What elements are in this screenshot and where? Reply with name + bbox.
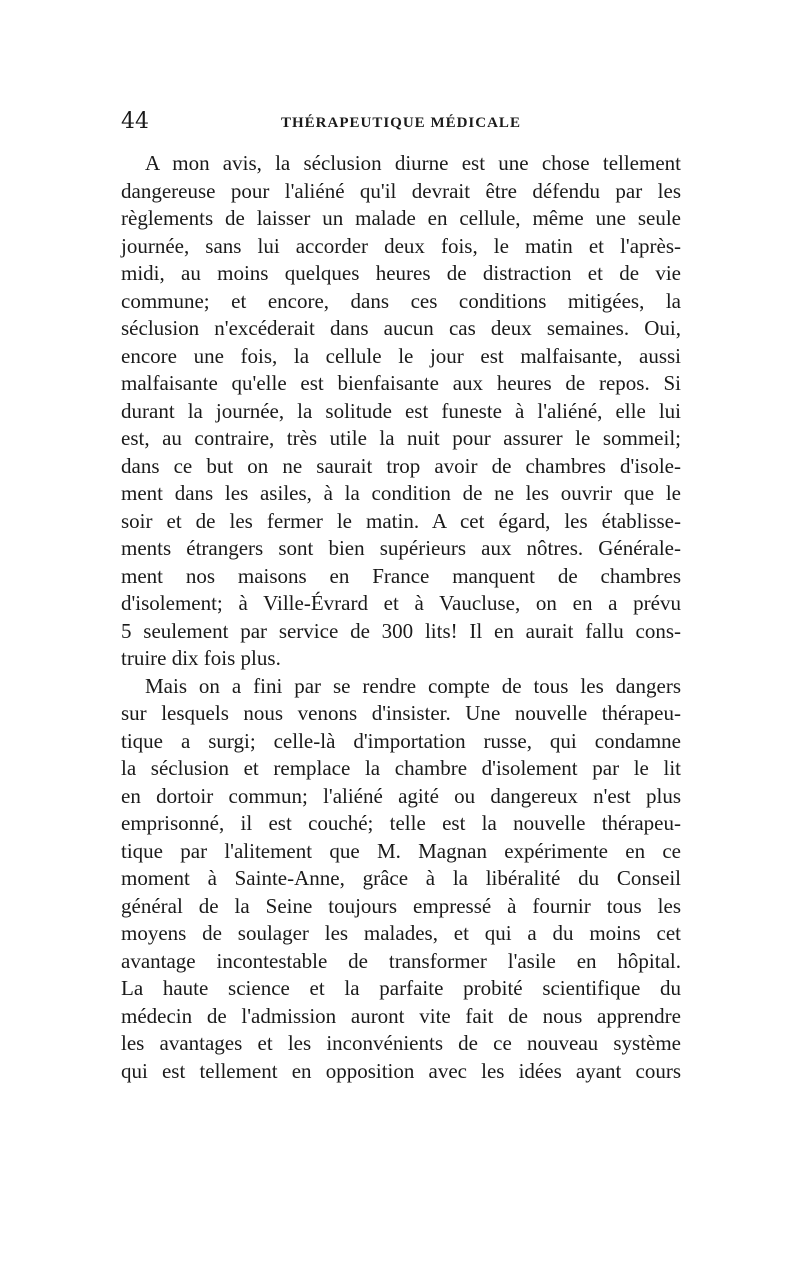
text-line: dangereuse pour l'aliéné qu'il devrait être défendu par les — [121, 178, 681, 203]
text-line: sur lesquels nous venons d'insister. Une nouvelle thérapeu- — [121, 701, 681, 725]
text-line: commune; et encore, dans ces conditions mitigées, la — [121, 288, 681, 313]
text-line: malfaisante qu'elle est bienfaisante aux heures de repos. Si — [121, 371, 681, 395]
text-line: truire dix fois plus. — [121, 646, 281, 670]
page-number: 44 — [121, 109, 149, 134]
paragraph — [121, 673, 681, 1086]
page-header — [121, 107, 681, 147]
running-head: THÉRAPEUTIQUE MÉDICALE — [281, 115, 521, 131]
text-line: qui est tellement en opposition avec les idées ayant cours — [121, 1058, 681, 1083]
text-line: journée, sans lui accorder deux fois, le matin et l'après- — [121, 233, 681, 258]
text-line: A mon avis, la séclusion diurne est une chose tellement — [145, 151, 681, 175]
text-line: ments étrangers sont bien supérieurs aux nôtres. Générale- — [121, 536, 681, 560]
text-line: La haute science et la parfaite probité scientifique du — [121, 976, 681, 1000]
text-line: soir et de les fermer le matin. A cet égard, les établisse- — [121, 508, 681, 533]
text-line: tique par l'alitement que M. Magnan expérimente en ce — [121, 838, 681, 863]
text-line: général de la Seine toujours empressé à fournir tous les — [121, 893, 681, 918]
text-line: moment à Sainte-Anne, grâce à la libéralité du Conseil — [121, 866, 681, 890]
paragraph — [121, 150, 681, 673]
text-line: séclusion n'excéderait dans aucun cas deux semaines. Oui, — [121, 316, 681, 340]
text-line: durant la journée, la solitude est funeste à l'aliéné, elle lui — [121, 398, 681, 423]
text-line: avantage incontestable de transformer l'asile en hôpital. — [121, 948, 681, 973]
text-line: Mais on a fini par se rendre compte de tous les dangers — [145, 673, 681, 698]
text-line: règlements de laisser un malade en cellule, même une seule — [121, 206, 681, 230]
text-line: ment dans les asiles, à la condition de ne les ouvrir que le — [121, 481, 681, 505]
text-line: midi, au moins quelques heures de distraction et de vie — [121, 261, 681, 285]
text-line: dans ce but on ne saurait trop avoir de chambres d'isole- — [121, 453, 681, 478]
text-line: la séclusion et remplace la chambre d'isolement par le lit — [121, 756, 681, 780]
text-line: d'isolement; à Ville-Évrard et à Vaucluse, on en a prévu — [121, 591, 681, 615]
text-line: tique a surgi; celle-là d'importation russe, qui condamne — [121, 728, 681, 753]
text-line: moyens de soulager les malades, et qui a du moins cet — [121, 921, 681, 945]
text-line: est, au contraire, très utile la nuit pour assurer le sommeil; — [121, 426, 681, 450]
text-line: 5 seulement par service de 300 lits! Il en aurait fallu cons- — [121, 618, 681, 643]
text-line: médecin de l'admission auront vite fait de nous apprendre — [121, 1003, 681, 1028]
text-line: en dortoir commun; l'aliéné agité ou dangereux n'est plus — [121, 783, 681, 808]
text-line: les avantages et les inconvénients de ce nouveau système — [121, 1031, 681, 1055]
text-line: ment nos maisons en France manquent de chambres — [121, 563, 681, 588]
text-line: encore une fois, la cellule le jour est malfaisante, aussi — [121, 343, 681, 368]
text-line: emprisonné, il est couché; telle est la nouvelle thérapeu- — [121, 811, 681, 835]
body-text — [121, 150, 681, 1085]
